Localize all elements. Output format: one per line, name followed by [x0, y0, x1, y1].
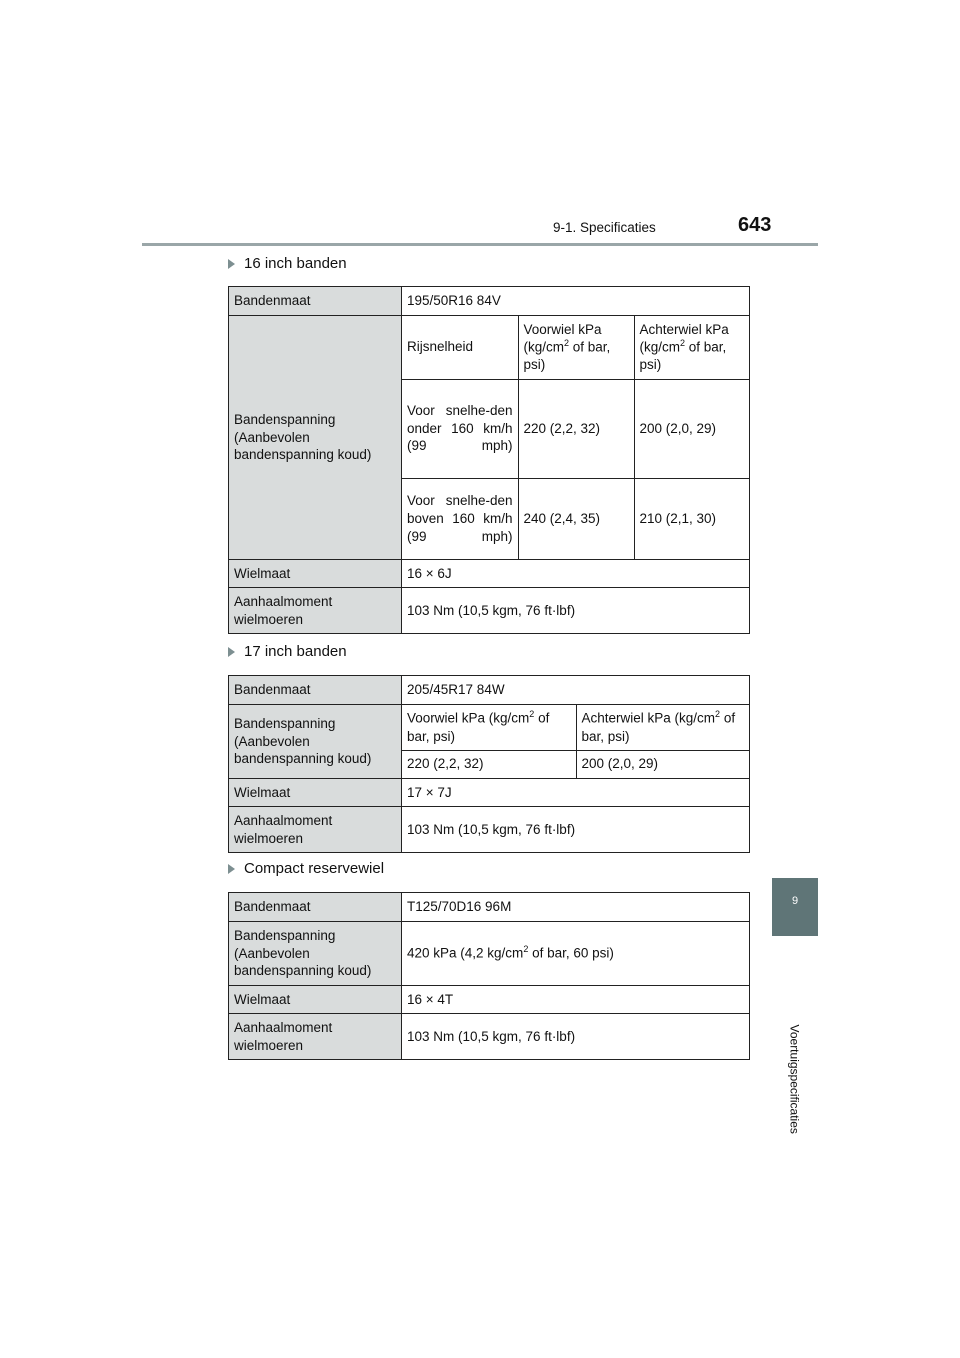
- triangle-bullet-icon: [228, 259, 235, 269]
- label-wheel-size: Wielmaat: [229, 779, 402, 807]
- section-heading-16inch: [228, 255, 347, 272]
- pressure-subtable-cell: [402, 705, 750, 779]
- pressure-subtable: [402, 705, 749, 778]
- value-torque: 103 Nm (10,5 kgm, 76 ft·lbf): [402, 1014, 750, 1060]
- tire-table-17inch: [228, 675, 750, 853]
- rear-pressure-above: 210 (2,1, 30): [634, 478, 749, 559]
- speed-below-160: Voor snelhe-den onder 160 km/h (99 mph): [402, 379, 518, 478]
- label-torque: Aanhaalmoment wielmoeren: [229, 588, 402, 634]
- header-rule: [142, 243, 818, 246]
- front-pressure-below: 220 (2,2, 32): [518, 379, 634, 478]
- label-tire-size: Bandenmaat: [229, 893, 402, 922]
- page-number: 643: [738, 214, 772, 236]
- label-tire-pressure: Bandenspanning (Aanbevolen bandenspanning koud): [229, 922, 402, 986]
- rear-pressure-below: 200 (2,0, 29): [634, 379, 749, 478]
- label-tire-size: Bandenmaat: [229, 676, 402, 705]
- value-torque: 103 Nm (10,5 kgm, 76 ft·lbf): [402, 807, 750, 853]
- value-tire-pressure: 420 kPa (4,2 $kg/cm^2$ of bar, 60 psi): [402, 922, 750, 986]
- header-rear: Achterwiel kPa ($kg/cm^2$ of bar, psi): [634, 316, 749, 379]
- front-pressure: 220 (2,2, 32): [402, 750, 576, 778]
- header-rear: Achterwiel kPa ($kg/cm^2$ of bar, psi): [576, 705, 749, 750]
- value-tire-size: T125/70D16 96M: [402, 893, 750, 922]
- label-tire-pressure: Bandenspanning (Aanbevolen bandenspanning koud): [229, 316, 402, 560]
- label-wheel-size: Wielmaat: [229, 560, 402, 588]
- label-tire-pressure: Bandenspanning (Aanbevolen bandenspanning koud): [229, 705, 402, 779]
- value-torque: 103 Nm (10,5 kgm, 76 ft·lbf): [402, 588, 750, 634]
- section-heading-17inch: [228, 643, 347, 660]
- header-front: Voorwiel kPa ($kg/cm^2$ of bar, psi): [407, 709, 550, 744]
- section-heading-text: 17 inch banden: [244, 643, 347, 660]
- tire-table-spare: [228, 892, 750, 1060]
- triangle-bullet-icon: [228, 864, 235, 874]
- rear-pressure: 200 (2,0, 29): [576, 750, 749, 778]
- section-heading-text: Compact reservewiel: [244, 860, 385, 877]
- front-pressure-above: 240 (2,4, 35): [518, 478, 634, 559]
- section-heading-text: 16 inch banden: [244, 255, 347, 272]
- header-speed: Rijsnelheid: [407, 339, 474, 355]
- value-wheel-size: 17 × 7J: [402, 779, 750, 807]
- pressure-subtable: [402, 316, 749, 559]
- label-torque: Aanhaalmoment wielmoeren: [229, 807, 402, 853]
- tire-table-16inch: [228, 286, 750, 634]
- header-front: Voorwiel kPa ($kg/cm^2$ of bar, psi): [518, 316, 634, 379]
- chapter-side-label: Voertuigspecificaties: [787, 1024, 802, 1134]
- value-wheel-size: 16 × 4T: [402, 986, 750, 1014]
- pressure-subtable-cell: [402, 316, 750, 560]
- value-wheel-size: 16 × 6J: [402, 560, 750, 588]
- label-torque: Aanhaalmoment wielmoeren: [229, 1014, 402, 1060]
- value-tire-size: 205/45R17 84W: [402, 676, 750, 705]
- speed-above-160: Voor snelhe-den boven 160 km/h (99 mph): [402, 478, 518, 559]
- label-tire-size: Bandenmaat: [229, 287, 402, 316]
- triangle-bullet-icon: [228, 647, 235, 657]
- value-tire-size: 195/50R16 84V: [402, 287, 750, 316]
- chapter-tab[interactable]: 9: [772, 878, 818, 936]
- section-heading-spare: [228, 860, 384, 877]
- label-wheel-size: Wielmaat: [229, 986, 402, 1014]
- section-title: 9-1. Specificaties: [553, 220, 656, 235]
